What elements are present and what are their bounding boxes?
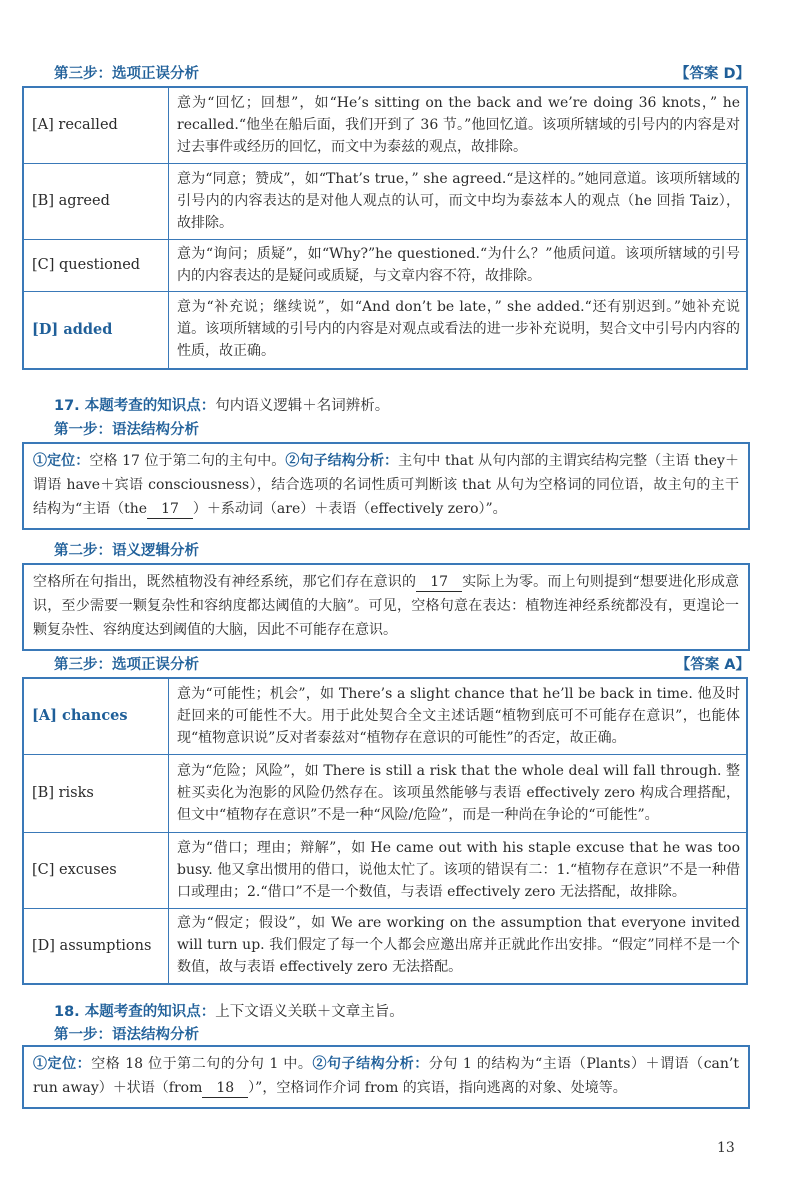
locate-text: 空格 17 位于第二句的主句中。 — [89, 453, 286, 469]
structure-text: 分句 1 的结构为“主语（Plants）＋谓语（can’t run away）＋状语（from — [33, 1056, 739, 1096]
structure-tag: ②句子结构分析： — [312, 1056, 429, 1072]
structure-tag: ②句子结构分析： — [285, 453, 399, 469]
q17-step3-heading: 第三步：选项正误分析 — [54, 657, 199, 673]
option-label: [A] recalled — [23, 87, 169, 163]
question-17-label: 17. 本题考查的知识点： — [54, 398, 216, 414]
option-label-correct: [D] added — [23, 291, 169, 369]
option-row — [23, 163, 747, 239]
option-row — [23, 291, 747, 369]
question-18-topic: 上下文语义关联＋文章主旨。 — [215, 1004, 404, 1020]
option-label: [B] agreed — [23, 163, 169, 239]
q17-step1-heading: 第一步：语法结构分析 — [54, 422, 199, 438]
semantic-text-end: 实际上为零。而上句则提到“想要进化形成意识，至少需要一颗复杂性和容纳度都达阈值的大脑”。可见，空格句意在表达：植物连神经系统都没有，更遑论一颗复杂性、容纳度达到阈值的大脑，因此不可能存在意识。 — [33, 574, 740, 638]
step3-heading: 第三步：选项正误分析 — [54, 66, 199, 82]
option-explanation: 意为“回忆；回想”，如“He’s sitting on the back and we’re doing 36 knots，” he recalled.“他坐在船后面，我们开到了 36 节。”他回忆道。该项所辖域的引号内的内容是对过去事件或经历的回忆，而文中为泰兹的观点，故排除。 — [169, 87, 748, 163]
blank-17: 17 — [147, 500, 193, 519]
option-row — [23, 678, 747, 754]
option-explanation: 意为“借口；理由；辩解”，如 He came out with his staple excuse that he was too busy. 他又拿出惯用的借口，说他太忙了。该项的错误有二：1.“植物存在意识”不是一种借口或理由；2.“借口”不是一个数值，与表语 effectively zero 无法搭配，故排除。 — [169, 832, 748, 908]
question-18-label: 18. 本题考查的知识点： — [54, 1004, 216, 1020]
q17-grammar-box — [22, 442, 750, 530]
option-explanation: 意为“补充说；继续说”，如“And don’t be late，” she added.“还有别迟到。”她补充说道。该项所辖域的引号内的内容是对观点或看法的进一步补充说明，契合文中引号内内容的性质，故正确。 — [169, 291, 748, 369]
option-label-correct: [A] chances — [23, 678, 169, 754]
option-label: [D] assumptions — [23, 908, 169, 984]
answer-badge: 【答案 D】 — [674, 66, 750, 82]
options-table-17 — [22, 677, 748, 985]
locate-tag: ①定位： — [33, 453, 90, 469]
option-explanation: 意为“危险；风险”，如 There is still a risk that the whole deal will fall through. 整桩买卖化为泡影的风险仍然存在。该项虽然能够与表语 effectively zero 构成合理搭配，但文中“植物存在意识”不是一种“风险/危险”，而是一种尚在争论的“可能性”。 — [169, 754, 748, 832]
option-row — [23, 754, 747, 832]
option-label: [B] risks — [23, 754, 169, 832]
option-label: [C] excuses — [23, 832, 169, 908]
answer-badge: 【答案 A】 — [675, 657, 750, 673]
locate-text: 空格 18 位于第二句的分句 1 中。 — [91, 1056, 313, 1072]
question-17-heading — [54, 394, 389, 415]
blank-18: 18 — [202, 1079, 248, 1098]
option-explanation: 意为“假定；假设”，如 We are working on the assumption that everyone invited will turn up. 我们假定了每一个人都会应邀出席并正就此作出安排。“假定”同样不是一个数值，故与表语 effectively zero 无法搭配。 — [169, 908, 748, 984]
option-row — [23, 239, 747, 291]
semantic-text: 空格所在句指出，既然植物没有神经系统，那它们存在意识的 — [33, 574, 417, 590]
option-row — [23, 832, 747, 908]
structure-text: 主句中 that 从句内部的主谓宾结构完整（主语 they＋谓语 have＋宾语 consciousness），结合选项的名词性质可判断该 that 从句为空格词的同位语，故主句的主干结构为“主语（the — [33, 453, 740, 517]
option-explanation: 意为“询问；质疑”，如“Why?”he questioned.“为什么？”他质问道。该项所辖域的引号内的内容表达的是疑问或质疑，与文章内容不符，故排除。 — [169, 239, 748, 291]
q18-grammar-box — [22, 1045, 750, 1109]
options-table-16 — [22, 86, 748, 370]
q18-step1-heading: 第一步：语法结构分析 — [54, 1027, 199, 1043]
option-row — [23, 908, 747, 984]
question-18-heading — [54, 1000, 404, 1021]
option-row — [23, 87, 747, 163]
locate-tag: ①定位： — [33, 1056, 92, 1072]
option-label: [C] questioned — [23, 239, 169, 291]
structure-text-end: ）＋系动词（are）＋表语（effectively zero）”。 — [192, 501, 507, 517]
page-number: 13 — [717, 1140, 735, 1156]
q17-step2-heading: 第二步：语义逻辑分析 — [54, 543, 199, 559]
option-explanation: 意为“同意；赞成”，如“That’s true，” she agreed.“是这样的。”她同意道。该项所辖域的引号内的内容表达的是对他人观点的认可，而文中均为泰兹本人的观点（he 回指 Taiz），故排除。 — [169, 163, 748, 239]
structure-text-end: ）”，空格词作介词 from 的宾语，指向逃离的对象、处境等。 — [248, 1080, 627, 1096]
q17-semantic-box — [22, 563, 750, 651]
question-17-topic: 句内语义逻辑＋名词辨析。 — [215, 398, 390, 414]
blank-17: 17 — [416, 573, 462, 592]
option-explanation: 意为“可能性；机会”，如 There’s a slight chance that he’ll be back in time. 他及时赶回来的可能性不大。用于此处契合全文主述话题“植物到底可不可能存在意识”，也能体现“植物意识说”反对者泰兹对“植物存在意识的可能性”的否定，故正确。 — [169, 678, 748, 754]
